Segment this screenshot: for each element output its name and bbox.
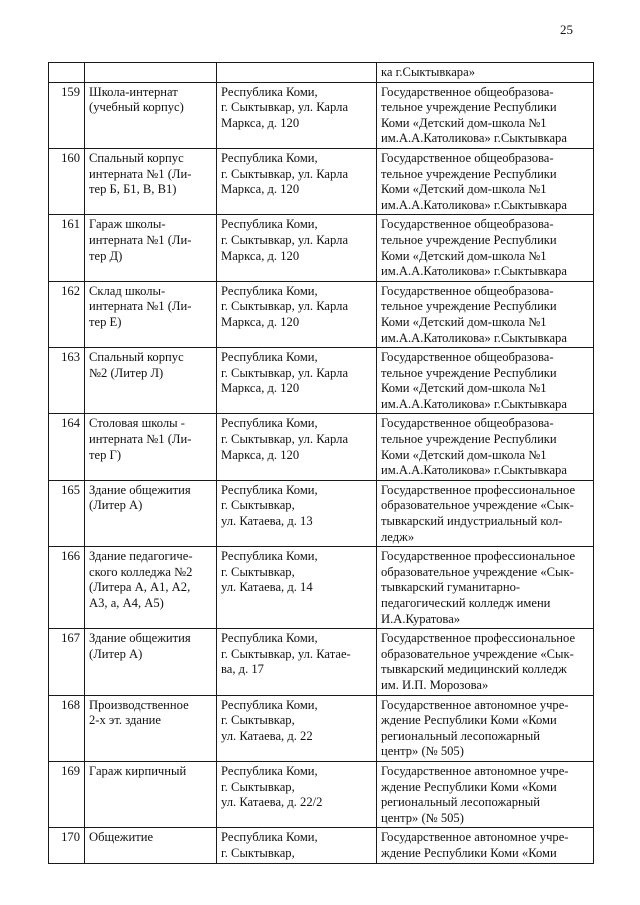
row-number-cell: 170 — [49, 828, 85, 863]
organization-cell: Государственное автономное учре- ждение Республики Коми «Коми региональный лесопожарный центр» (№ 505) — [377, 695, 594, 761]
organization-cell: Государственное профессиональное образовательное учреждение «Сык- тывкарский медицинский колледж им. И.П. Морозова» — [377, 629, 594, 695]
object-name-cell: Школа-интернат (учебный корпус) — [85, 82, 217, 148]
property-registry-table — [48, 62, 594, 864]
row-number-cell — [49, 63, 85, 83]
row-number-cell: 164 — [49, 414, 85, 480]
table-row — [49, 414, 594, 480]
address-cell: Республика Коми, г. Сыктывкар, ул. Карла Маркса, д. 120 — [217, 414, 377, 480]
organization-cell: Государственное общеобразова- тельное учреждение Республики Коми «Детский дом-школа №1 им.А.А.Католикова» г.Сыктывкара — [377, 414, 594, 480]
organization-cell: Государственное общеобразова- тельное учреждение Республики Коми «Детский дом-школа №1 им.А.А.Католикова» г.Сыктывкара — [377, 215, 594, 281]
object-name-cell: Здание общежития (Литер А) — [85, 480, 217, 546]
row-number-cell: 162 — [49, 281, 85, 347]
organization-cell: Государственное профессиональное образовательное учреждение «Сык- тывкарский индустриальный кол- ледж» — [377, 480, 594, 546]
row-number-cell: 161 — [49, 215, 85, 281]
address-cell: Республика Коми, г. Сыктывкар, ул. Катаева, д. 14 — [217, 547, 377, 629]
object-name-cell: Спальный корпус интерната №1 (Ли- тер Б, Б1, В, В1) — [85, 148, 217, 214]
object-name-cell: Склад школы- интерната №1 (Ли- тер Е) — [85, 281, 217, 347]
organization-cell: Государственное автономное учре- ждение Республики Коми «Коми — [377, 828, 594, 863]
table-row — [49, 828, 594, 863]
row-number-cell: 159 — [49, 82, 85, 148]
organization-cell: Государственное автономное учре- ждение Республики Коми «Коми региональный лесопожарный центр» (№ 505) — [377, 761, 594, 827]
row-number-cell: 166 — [49, 547, 85, 629]
object-name-cell: Столовая школы - интерната №1 (Ли- тер Г) — [85, 414, 217, 480]
organization-cell: Государственное общеобразова- тельное учреждение Республики Коми «Детский дом-школа №1 им.А.А.Католикова» г.Сыктывкара — [377, 281, 594, 347]
table-row — [49, 480, 594, 546]
address-cell: Республика Коми, г. Сыктывкар, ул. Катае- ва, д. 17 — [217, 629, 377, 695]
address-cell: Республика Коми, г. Сыктывкар, ул. Карла Маркса, д. 120 — [217, 215, 377, 281]
organization-cell: Государственное общеобразова- тельное учреждение Республики Коми «Детский дом-школа №1 им.А.А.Католикова» г.Сыктывкара — [377, 148, 594, 214]
object-name-cell: Здание общежития (Литер А) — [85, 629, 217, 695]
table-row — [49, 547, 594, 629]
object-name-cell — [85, 63, 217, 83]
address-cell: Республика Коми, г. Сыктывкар, ул. Катаева, д. 22 — [217, 695, 377, 761]
address-cell: Республика Коми, г. Сыктывкар, ул. Катаева, д. 22/2 — [217, 761, 377, 827]
row-number-cell: 165 — [49, 480, 85, 546]
row-number-cell: 168 — [49, 695, 85, 761]
row-number-cell: 160 — [49, 148, 85, 214]
table-row — [49, 82, 594, 148]
address-cell: Республика Коми, г. Сыктывкар, ул. Карла Маркса, д. 120 — [217, 348, 377, 414]
row-number-cell: 163 — [49, 348, 85, 414]
organization-cell: ка г.Сыктывкара» — [377, 63, 594, 83]
object-name-cell: Производственное 2-х эт. здание — [85, 695, 217, 761]
object-name-cell: Общежитие — [85, 828, 217, 863]
organization-cell: Государственное общеобразова- тельное учреждение Республики Коми «Детский дом-школа №1 им.А.А.Католикова» г.Сыктывкара — [377, 82, 594, 148]
table-row — [49, 148, 594, 214]
table-row — [49, 281, 594, 347]
object-name-cell: Гараж школы- интерната №1 (Ли- тер Д) — [85, 215, 217, 281]
table-row — [49, 348, 594, 414]
table-row-continued — [49, 63, 594, 83]
address-cell: Республика Коми, г. Сыктывкар, ул. Карла Маркса, д. 120 — [217, 148, 377, 214]
table-row — [49, 695, 594, 761]
object-name-cell: Спальный корпус №2 (Литер Л) — [85, 348, 217, 414]
page-number: 25 — [560, 22, 573, 37]
object-name-cell: Гараж кирпичный — [85, 761, 217, 827]
table-row — [49, 761, 594, 827]
address-cell: Республика Коми, г. Сыктывкар, ул. Карла Маркса, д. 120 — [217, 82, 377, 148]
organization-cell: Государственное общеобразова- тельное учреждение Республики Коми «Детский дом-школа №1 им.А.А.Католикова» г.Сыктывкара — [377, 348, 594, 414]
organization-cell: Государственное профессиональное образовательное учреждение «Сык- тывкарский гуманитарно- педагогический колледж имени И.А.Куратова» — [377, 547, 594, 629]
table-row — [49, 215, 594, 281]
address-cell: Республика Коми, г. Сыктывкар, — [217, 828, 377, 863]
address-cell: Республика Коми, г. Сыктывкар, ул. Катаева, д. 13 — [217, 480, 377, 546]
table-body — [49, 63, 594, 864]
row-number-cell: 169 — [49, 761, 85, 827]
address-cell: Республика Коми, г. Сыктывкар, ул. Карла Маркса, д. 120 — [217, 281, 377, 347]
object-name-cell: Здание педагогиче- ского колледжа №2 (Литера А, А1, А2, А3, а, А4, А5) — [85, 547, 217, 629]
table-row — [49, 629, 594, 695]
address-cell — [217, 63, 377, 83]
row-number-cell: 167 — [49, 629, 85, 695]
